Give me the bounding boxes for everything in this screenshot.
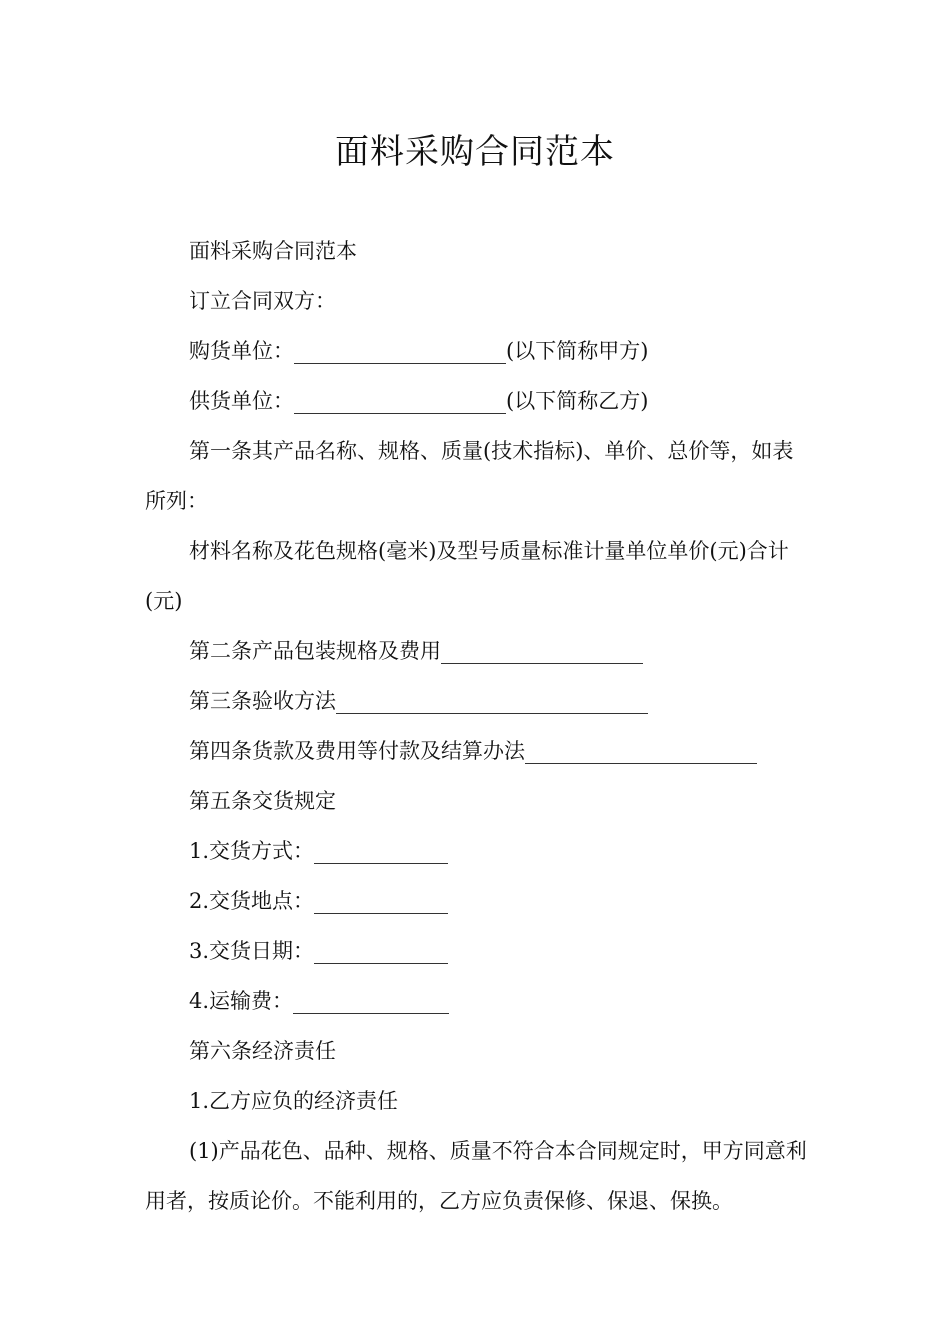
buyer-blank-field[interactable]	[294, 337, 506, 364]
paragraph-table-header: 材料名称及花色规格(毫米)及型号质量标准计量单位单价(元)合计(元)	[145, 539, 789, 613]
supplier-blank-field[interactable]	[294, 387, 506, 414]
paragraph-article-2	[145, 626, 810, 676]
document-title: 面料采购合同范本	[335, 132, 615, 172]
delivery-date-label: 3.交货日期：	[189, 939, 315, 963]
paragraph-article-4	[145, 726, 810, 776]
delivery-date-blank-field[interactable]	[314, 937, 448, 964]
paragraph-buyer	[145, 326, 810, 376]
supplier-label: 供货单位：	[189, 389, 294, 413]
delivery-method-blank-field[interactable]	[314, 837, 448, 864]
article-4-blank-field[interactable]	[525, 737, 757, 764]
paragraph-delivery-date	[145, 926, 810, 976]
paragraph-article-6: 第六条经济责任	[189, 1039, 336, 1063]
buyer-label: 购货单位：	[189, 339, 294, 363]
buyer-note: (以下简称甲方)	[506, 339, 649, 363]
paragraph-supplier	[145, 376, 810, 426]
article-4-label: 第四条货款及费用等付款及结算办法	[189, 739, 525, 763]
freight-label: 4.运输费：	[189, 989, 294, 1013]
paragraph-parties: 订立合同双方：	[189, 289, 336, 313]
paragraph-article-5: 第五条交货规定	[189, 789, 336, 813]
supplier-note: (以下简称乙方)	[506, 389, 649, 413]
paragraph-delivery-place	[145, 876, 810, 926]
paragraph-party-b-liability: 1.乙方应负的经济责任	[189, 1089, 399, 1113]
delivery-place-label: 2.交货地点：	[189, 889, 315, 913]
document-body	[145, 226, 810, 1226]
paragraph-liability-item-1: (1)产品花色、品种、规格、质量不符合本合同规定时，甲方同意利用者，按质论价。不能利用的，乙方应负责保修、保退、保换。	[145, 1139, 807, 1213]
delivery-place-blank-field[interactable]	[314, 887, 448, 914]
paragraph-delivery-method	[145, 826, 810, 876]
freight-blank-field[interactable]	[293, 987, 449, 1014]
article-2-label: 第二条产品包装规格及费用	[189, 639, 441, 663]
paragraph-freight	[145, 976, 810, 1026]
delivery-method-label: 1.交货方式：	[189, 839, 315, 863]
paragraph-article-3	[145, 676, 810, 726]
paragraph-subtitle: 面料采购合同范本	[189, 239, 357, 263]
paragraph-article-1: 第一条其产品名称、规格、质量(技术指标)、单价、总价等，如表所列：	[145, 439, 794, 513]
article-3-label: 第三条验收方法	[189, 689, 336, 713]
article-3-blank-field[interactable]	[336, 687, 648, 714]
article-2-blank-field[interactable]	[441, 637, 643, 664]
